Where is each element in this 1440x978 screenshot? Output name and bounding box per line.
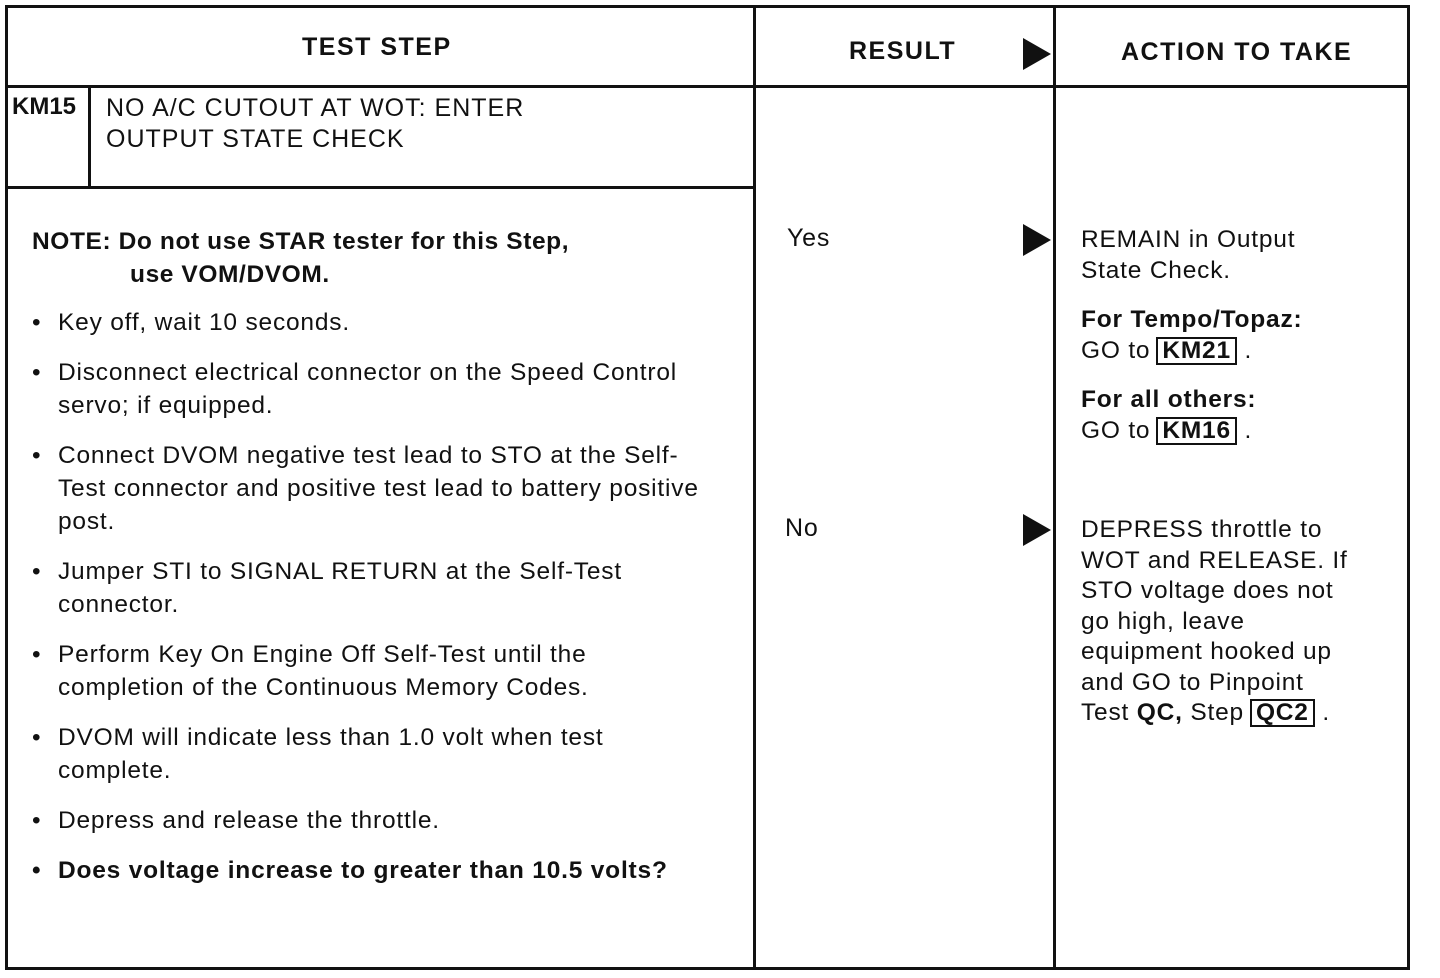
list-item: • Depress and release the throttle. bbox=[32, 804, 712, 837]
step-id: KM15 bbox=[12, 93, 77, 120]
list-item: • Key off, wait 10 seconds. bbox=[32, 306, 712, 339]
list-item: • Jumper STI to SIGNAL RETURN at the Self-Test connector. bbox=[32, 555, 712, 621]
column-divider bbox=[1053, 5, 1056, 970]
action-no: DEPRESS throttle to WOT and RELEASE. If STO voltage does not go high, leave equipment hooked up and GO to Pinpoint Test QC, Step QC2 . bbox=[1081, 516, 1348, 726]
step-ref-qc2[interactable]: QC2 bbox=[1250, 699, 1315, 727]
procedure-list bbox=[32, 306, 712, 904]
list-item: • Perform Key On Engine Off Self-Test until the completion of the Continuous Memory Codes. bbox=[32, 638, 712, 704]
header-test-step: TEST STEP bbox=[302, 33, 452, 61]
arrow-icon bbox=[1023, 38, 1051, 70]
list-item: • Connect DVOM negative test lead to STO at the Self-Test connector and positive test lead to battery positive post. bbox=[32, 439, 712, 538]
list-item: • DVOM will indicate less than 1.0 volt when test complete. bbox=[32, 721, 712, 787]
note: NOTE: Do not use STAR tester for this Step, use VOM/DVOM. bbox=[32, 228, 570, 288]
header-result: RESULT bbox=[849, 37, 957, 65]
step-ref-km21[interactable]: KM21 bbox=[1156, 337, 1237, 365]
question-item: • Does voltage increase to greater than 10.5 volts? bbox=[32, 854, 712, 887]
arrow-icon bbox=[1023, 514, 1051, 546]
step-title-divider bbox=[5, 186, 755, 189]
step-id-divider bbox=[88, 86, 91, 186]
result-no: No bbox=[785, 514, 819, 542]
result-yes: Yes bbox=[787, 224, 831, 252]
column-divider bbox=[753, 5, 756, 970]
step-ref-km16[interactable]: KM16 bbox=[1156, 417, 1237, 445]
header-action: ACTION TO TAKE bbox=[1121, 38, 1353, 66]
step-title: NO A/C CUTOUT AT WOT: ENTER OUTPUT STATE CHECK bbox=[106, 94, 525, 153]
header-divider bbox=[5, 85, 1410, 88]
list-item: • Disconnect electrical connector on the Speed Control servo; if equipped. bbox=[32, 356, 712, 422]
action-yes: REMAIN in Output State Check. For Tempo/Topaz: GO to KM21 . For all others: GO to KM16 . bbox=[1081, 226, 1303, 444]
arrow-icon bbox=[1023, 224, 1051, 256]
